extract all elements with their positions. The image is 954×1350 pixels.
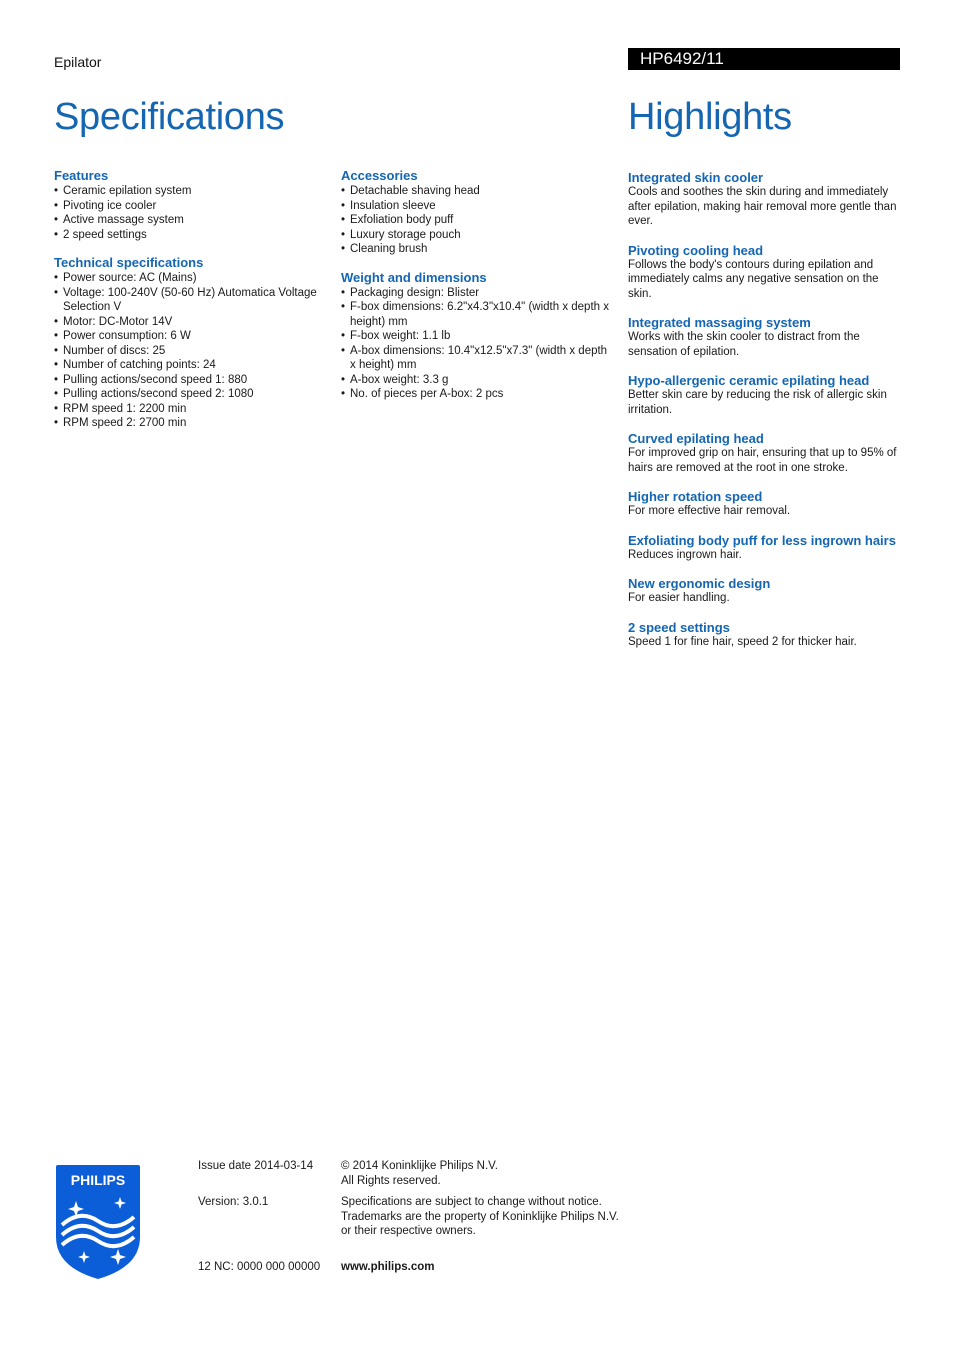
copyright-block [341, 1159, 631, 1188]
highlight-heading: Integrated skin cooler [628, 170, 764, 185]
list-item: • Packaging design: Blister [341, 286, 611, 301]
highlight-heading: Hypo-allergenic ceramic epilating head [628, 373, 870, 388]
list-item: • Luxury storage pouch [341, 228, 611, 243]
highlight-heading: Integrated massaging system [628, 315, 811, 330]
list-item: • Number of discs: 25 [54, 344, 324, 359]
rights-line: All Rights reserved. [341, 1174, 441, 1187]
list-item: • Power consumption: 6 W [54, 329, 324, 344]
legal-line: or their respective owners. [341, 1225, 476, 1237]
highlight-item [628, 170, 902, 229]
legal-notice [341, 1195, 631, 1239]
spec-column-middle [341, 168, 611, 415]
legal-line: Specifications are subject to change without notice. [341, 1196, 602, 1208]
features-heading: Features [54, 168, 109, 183]
list-item: • Cleaning brush [341, 242, 611, 257]
highlight-heading: Curved epilating head [628, 431, 764, 446]
copyright-line: © 2014 Koninklijke Philips N.V. [341, 1160, 498, 1172]
list-item: • Pulling actions/second speed 2: 1080 [54, 387, 324, 402]
list-item: • Pivoting ice cooler [54, 199, 324, 214]
highlight-heading: New ergonomic design [628, 576, 771, 591]
highlight-item [628, 620, 902, 650]
list-item: • Active massage system [54, 213, 324, 228]
highlight-item [628, 576, 902, 606]
highlight-heading: Higher rotation speed [628, 489, 763, 504]
issue-date: Issue date 2014-03-14 [198, 1160, 314, 1172]
list-item: • RPM speed 1: 2200 min [54, 402, 324, 417]
highlight-item [628, 431, 902, 475]
list-item: • F-box dimensions: 6.2"x4.3"x10.4" (width x depth x height) mm [341, 300, 611, 329]
list-item: • Ceramic epilation system [54, 184, 324, 199]
accessories-heading: Accessories [341, 168, 418, 183]
highlights-title: Highlights [628, 96, 792, 138]
model-number: HP6492/11 [640, 49, 724, 68]
twelve-nc-number: 12 NC: 0000 000 00000 [198, 1261, 321, 1273]
weight-section [341, 270, 611, 402]
weight-heading: Weight and dimensions [341, 269, 487, 285]
highlight-heading: Exfoliating body puff for less ingrown hairs [628, 532, 896, 548]
list-item: • RPM speed 2: 2700 min [54, 416, 324, 431]
spec-column-left [54, 168, 324, 444]
list-item: • Voltage: 100-240V (50-60 Hz) Automatica Voltage Selection V [54, 286, 324, 315]
logo-wordmark: PHILIPS [70, 1172, 126, 1188]
highlights-column [628, 170, 902, 663]
highlight-text: For easier handling. [628, 592, 730, 604]
list-item: • Detachable shaving head [341, 184, 611, 199]
weight-list [341, 286, 611, 402]
highlight-text: Works with the skin cooler to distract from the sensation of epilation. [628, 331, 860, 358]
specifications-title: Specifications [54, 96, 285, 138]
highlight-text: Better skin care by reducing the risk of allergic skin irritation. [628, 389, 887, 416]
highlight-text: Reduces ingrown hair. [628, 548, 742, 561]
list-item: • No. of pieces per A-box: 2 pcs [341, 387, 611, 402]
list-item: • Insulation sleeve [341, 199, 611, 214]
highlight-text: Speed 1 for fine hair, speed 2 for thicker hair. [628, 635, 857, 648]
accessories-list [341, 184, 611, 257]
category-label: Epilator [54, 54, 102, 70]
technical-heading: Technical specifications [54, 255, 204, 270]
list-item: • A-box dimensions: 10.4"x12.5"x7.3" (width x depth x height) mm [341, 344, 611, 373]
legal-line: Trademarks are the property of Koninklijke Philips N.V. [341, 1210, 619, 1223]
list-item: • Power source: AC (Mains) [54, 271, 324, 286]
list-item: • Motor: DC-Motor 14V [54, 315, 324, 330]
highlight-heading: 2 speed settings [628, 619, 730, 635]
features-list [54, 184, 324, 242]
list-item: • Exfoliation body puff [341, 213, 611, 228]
highlight-item [628, 533, 902, 563]
highlight-item [628, 489, 902, 519]
accessories-section [341, 168, 611, 257]
website-link[interactable]: www.philips.com [341, 1261, 435, 1273]
highlight-item [628, 243, 902, 302]
highlight-text: Cools and soothes the skin during and immediately after epilation, making hair removal more gentle than ever. [628, 186, 897, 227]
highlight-item [628, 315, 902, 359]
features-section [54, 168, 324, 242]
list-item: • Pulling actions/second speed 1: 880 [54, 373, 324, 388]
list-item: • F-box weight: 1.1 lb [341, 329, 611, 344]
highlight-text: For more effective hair removal. [628, 505, 791, 517]
list-item: • 2 speed settings [54, 228, 324, 243]
highlight-text: Follows the body's contours during epilation and immediately calms any negative sensation on the skin. [628, 258, 879, 300]
list-item: • A-box weight: 3.3 g [341, 373, 611, 388]
list-item: • Number of catching points: 24 [54, 358, 324, 373]
highlight-item [628, 373, 902, 417]
technical-list [54, 271, 324, 431]
technical-section [54, 255, 324, 431]
version: Version: 3.0.1 [198, 1196, 269, 1208]
philips-shield-logo [54, 1163, 142, 1281]
highlight-heading: Pivoting cooling head [628, 242, 764, 258]
model-number-bar [628, 48, 900, 70]
highlight-text: For improved grip on hair, ensuring that up to 95% of hairs are removed at the root in one stroke. [628, 447, 897, 474]
